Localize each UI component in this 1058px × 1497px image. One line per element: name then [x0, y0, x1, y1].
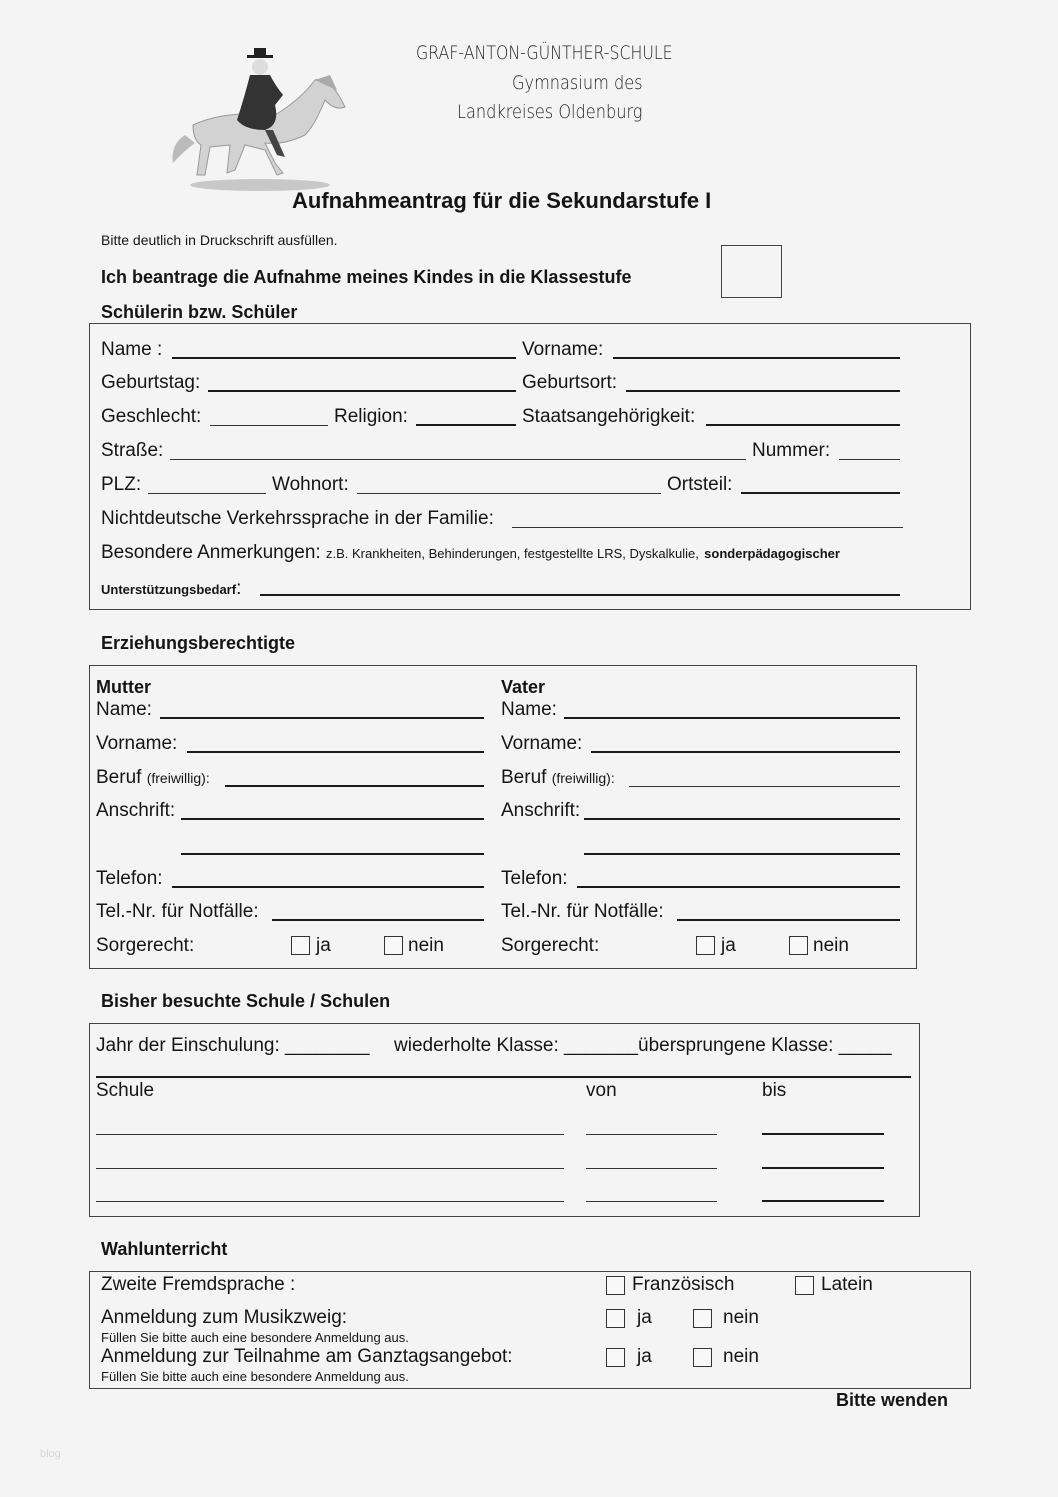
vater-label-notfall: Tel.-Nr. für Notfälle: [501, 901, 664, 922]
anmerkungen-label: Besondere Anmerkungen: [101, 542, 321, 563]
label-strasse: Straße: [101, 440, 164, 461]
mutter-beruf-label: Beruf [96, 767, 142, 788]
label-vorname: Vorname: [522, 339, 604, 360]
ganztag-ja-label: ja [637, 1346, 652, 1367]
mutter-sorgerecht-nein-checkbox[interactable] [384, 936, 403, 955]
school-logo-horse-rider [165, 45, 355, 195]
vater-ja-label: ja [721, 935, 736, 956]
student-section [89, 323, 971, 610]
label-unterstuetzung [101, 578, 241, 600]
ganztag-nein-checkbox[interactable] [693, 1348, 712, 1367]
schools-divider [96, 1076, 911, 1078]
vater-notfall-field[interactable] [677, 919, 900, 921]
bis-field-1[interactable] [762, 1133, 884, 1135]
schule-field-2[interactable] [96, 1168, 564, 1169]
mutter-anschrift-field-2[interactable] [181, 853, 484, 855]
religion-field[interactable] [416, 424, 516, 426]
label-staatsangehoerigkeit: Staatsangehörigkeit: [522, 406, 696, 427]
wohnort-field[interactable] [357, 493, 661, 494]
musik-nein-label: nein [723, 1307, 759, 1328]
school-subtitle: Gymnasium des [512, 72, 643, 94]
vater-telefon-field[interactable] [577, 886, 900, 888]
mutter-label-notfall: Tel.-Nr. für Notfälle: [96, 901, 259, 922]
vater-sorgerecht-nein-checkbox[interactable] [789, 936, 808, 955]
vater-vorname-field[interactable] [591, 751, 900, 753]
strasse-field[interactable] [170, 459, 746, 460]
label-verkehrssprache: Nichtdeutsche Verkehrssprache in der Familie: [101, 508, 494, 529]
mutter-notfall-field[interactable] [272, 919, 484, 921]
mutter-beruf-field[interactable] [225, 785, 484, 787]
klassen-fields[interactable]: wiederholte Klasse: _______übersprungene Klasse: _____ [394, 1035, 892, 1056]
vater-freiwillig: (freiwillig): [551, 770, 615, 786]
section-heading-electives: Wahlunterricht [101, 1239, 228, 1259]
vater-heading: Vater [501, 677, 546, 697]
vater-label-name: Name: [501, 699, 557, 720]
mutter-label-vorname: Vorname: [96, 733, 178, 754]
vater-anschrift-field-2[interactable] [584, 853, 900, 855]
mutter-heading: Mutter [96, 677, 151, 697]
label-nummer: Nummer: [752, 440, 831, 461]
mutter-vorname-field[interactable] [187, 751, 484, 753]
franzoesisch-label: Französisch [632, 1274, 735, 1295]
verkehrssprache-field[interactable] [512, 527, 903, 528]
musik-ja-checkbox[interactable] [606, 1309, 625, 1328]
label-ortsteil: Ortsteil: [667, 474, 733, 495]
section-heading-guardians: Erziehungsberechtigte [101, 633, 296, 653]
schule-field-3[interactable] [96, 1201, 564, 1202]
label-fremdsprache: Zweite Fremdsprache : [101, 1274, 296, 1295]
anmerkungen-bold: sonderpädagogischer [704, 546, 840, 561]
col-von: von [586, 1080, 617, 1101]
unterstuetzung-field[interactable] [260, 594, 900, 596]
label-geburtstag: Geburtstag: [101, 372, 201, 393]
klassestufe-input[interactable] [721, 245, 782, 298]
vater-label-telefon: Telefon: [501, 868, 568, 889]
label-wohnort: Wohnort: [272, 474, 349, 495]
request-text: Ich beantrage die Aufnahme meines Kindes in die Klassestufe [101, 267, 632, 287]
von-field-2[interactable] [586, 1168, 717, 1169]
mutter-freiwillig: (freiwillig): [146, 770, 210, 786]
vater-beruf-field[interactable] [629, 786, 900, 787]
latein-label: Latein [821, 1274, 873, 1295]
name-field[interactable] [172, 357, 516, 359]
vater-label-sorgerecht: Sorgerecht: [501, 935, 600, 956]
ganztag-ja-checkbox[interactable] [606, 1348, 625, 1367]
vater-label-anschrift: Anschrift: [501, 800, 581, 821]
geschlecht-field[interactable] [210, 425, 328, 426]
label-name: Name : [101, 339, 163, 360]
mutter-label-telefon: Telefon: [96, 868, 163, 889]
label-plz: PLZ: [101, 474, 142, 495]
mutter-sorgerecht-ja-checkbox[interactable] [291, 936, 310, 955]
schule-field-1[interactable] [96, 1134, 564, 1135]
plz-field[interactable] [148, 493, 266, 494]
bis-field-3[interactable] [762, 1200, 884, 1202]
mutter-telefon-field[interactable] [172, 886, 484, 888]
geburtsort-field[interactable] [626, 390, 900, 392]
label-geburtsort: Geburtsort: [522, 372, 618, 393]
watermark: blog [40, 1448, 61, 1460]
ganztag-note: Füllen Sie bitte auch eine besondere Anmeldung aus. [101, 1369, 409, 1384]
label-geschlecht: Geschlecht: [101, 406, 202, 427]
instruction-text: Bitte deutlich in Druckschrift ausfüllen. [101, 232, 338, 248]
bitte-wenden: Bitte wenden [836, 1390, 949, 1410]
unterstuetzung-colon: : [236, 578, 242, 599]
von-field-1[interactable] [586, 1134, 717, 1135]
franzoesisch-checkbox[interactable] [606, 1276, 625, 1295]
label-ganztag: Anmeldung zur Teilnahme am Ganztagsangebot: [101, 1346, 513, 1367]
staatsangehoerigkeit-field[interactable] [706, 424, 900, 426]
col-bis: bis [762, 1080, 787, 1101]
mutter-label-anschrift: Anschrift: [96, 800, 176, 821]
ortsteil-field[interactable] [741, 492, 900, 494]
mutter-ja-label: ja [316, 935, 331, 956]
section-heading-student: Schülerin bzw. Schüler [101, 302, 298, 322]
section-heading-schools: Bisher besuchte Schule / Schulen [101, 991, 391, 1011]
einschulung-field[interactable]: Jahr der Einschulung: ________ [96, 1035, 370, 1056]
school-district: Landkreises Oldenburg [457, 101, 643, 123]
mutter-anschrift-field[interactable] [181, 818, 484, 820]
von-field-3[interactable] [586, 1201, 717, 1202]
mutter-name-field[interactable] [160, 717, 484, 719]
col-schule: Schule [96, 1080, 155, 1101]
vorname-field[interactable] [613, 357, 900, 359]
vater-anschrift-field[interactable] [584, 818, 900, 820]
musikzweig-note: Füllen Sie bitte auch eine besondere Anmeldung aus. [101, 1330, 409, 1345]
label-anmerkungen [101, 542, 840, 564]
vater-name-field[interactable] [564, 717, 900, 719]
bis-field-2[interactable] [762, 1167, 884, 1169]
ganztag-nein-label: nein [723, 1346, 759, 1367]
unterstuetzung-label: Unterstützungsbedarf [101, 582, 237, 597]
mutter-label-name: Name: [96, 699, 152, 720]
anmerkungen-hint: z.B. Krankheiten, Behinderungen, festgestellte LRS, Dyskalkulie, [326, 546, 699, 561]
page-title: Aufnahmeantrag für die Sekundarstufe I [292, 188, 712, 213]
musik-nein-checkbox[interactable] [693, 1309, 712, 1328]
vater-sorgerecht-ja-checkbox[interactable] [696, 936, 715, 955]
label-religion: Religion: [334, 406, 408, 427]
mutter-nein-label: nein [408, 935, 444, 956]
nummer-field[interactable] [839, 459, 900, 460]
latein-checkbox[interactable] [795, 1276, 814, 1295]
geburtstag-field[interactable] [208, 390, 516, 392]
vater-label-vorname: Vorname: [501, 733, 583, 754]
vater-nein-label: nein [813, 935, 849, 956]
vater-label-beruf [501, 767, 615, 789]
mutter-label-sorgerecht: Sorgerecht: [96, 935, 195, 956]
vater-beruf-label: Beruf [501, 767, 547, 788]
musik-ja-label: ja [637, 1307, 652, 1328]
label-musikzweig: Anmeldung zum Musikzweig: [101, 1307, 348, 1328]
mutter-label-beruf [96, 767, 210, 789]
school-name: GRAF-ANTON-GÜNTHER-SCHULE [416, 42, 673, 64]
